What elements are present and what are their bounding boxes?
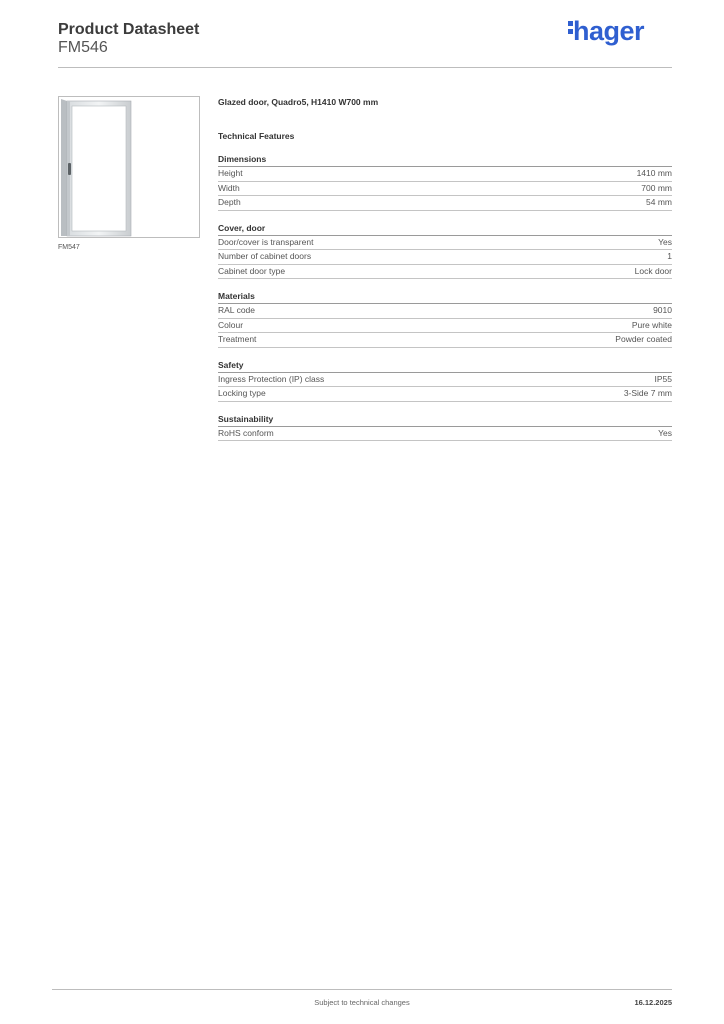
section-title: Materials xyxy=(218,290,672,304)
feature-value: IP55 xyxy=(654,373,672,384)
feature-value: Yes xyxy=(658,427,672,438)
feature-value: Powder coated xyxy=(615,334,672,344)
feature-label: Cabinet door type xyxy=(218,265,286,276)
feature-label: Height xyxy=(218,168,243,178)
feature-label: RAL code xyxy=(218,305,256,315)
feature-label: Locking type xyxy=(218,388,266,398)
feature-row xyxy=(218,265,672,280)
section-title: Sustainability xyxy=(218,413,672,427)
feature-label: Door/cover is transparent xyxy=(218,236,314,247)
image-caption: FM547 xyxy=(58,244,80,251)
feature-value: 1 xyxy=(667,251,672,261)
feature-value: Yes xyxy=(658,236,672,247)
product-title: Glazed door, Quadro5, H1410 W700 mm xyxy=(218,97,379,107)
feature-row xyxy=(218,319,672,334)
feature-label: Treatment xyxy=(218,334,257,344)
footer-divider xyxy=(52,989,672,990)
feature-value: 54 mm xyxy=(646,197,672,207)
section-dimensions xyxy=(218,153,672,211)
footer-date: 16.12.2025 xyxy=(634,998,672,1007)
feature-value: 3-Side 7 mm xyxy=(623,388,672,398)
feature-row xyxy=(218,236,672,251)
page-title: Product Datasheet xyxy=(58,21,200,38)
feature-value: 9010 xyxy=(653,305,672,315)
feature-row xyxy=(218,387,672,402)
logo-colon-icon xyxy=(568,18,573,37)
feature-label: Width xyxy=(218,182,240,193)
feature-value: 700 mm xyxy=(641,182,672,193)
feature-row xyxy=(218,196,672,211)
feature-row xyxy=(218,250,672,265)
feature-row xyxy=(218,304,672,319)
glazed-door-icon xyxy=(59,97,199,237)
section-sustainability xyxy=(218,413,672,442)
feature-value: Lock door xyxy=(634,265,672,276)
feature-label: Colour xyxy=(218,319,244,330)
section-title: Cover, door xyxy=(218,222,672,236)
feature-sections xyxy=(218,153,672,441)
feature-row xyxy=(218,427,672,442)
section-materials xyxy=(218,290,672,348)
technical-content xyxy=(218,96,672,441)
logo-text: hager xyxy=(573,16,645,46)
product-code: FM546 xyxy=(58,39,108,56)
feature-label: Ingress Protection (IP) class xyxy=(218,373,325,384)
footer-note: Subject to technical changes xyxy=(314,998,410,1007)
feature-value: Pure white xyxy=(631,319,672,330)
feature-value: 1410 mm xyxy=(636,168,672,178)
section-title: Safety xyxy=(218,359,672,373)
product-image xyxy=(58,96,200,238)
section-safety xyxy=(218,359,672,402)
hager-logo xyxy=(568,16,644,47)
feature-row xyxy=(218,333,672,348)
section-title: Dimensions xyxy=(218,153,672,167)
feature-row xyxy=(218,182,672,197)
feature-row xyxy=(218,373,672,388)
feature-label: RoHS conform xyxy=(218,427,274,438)
feature-label: Number of cabinet doors xyxy=(218,251,312,261)
feature-label: Depth xyxy=(218,197,241,207)
features-heading: Technical Features xyxy=(218,131,295,141)
header-divider xyxy=(58,67,672,68)
section-cover-door xyxy=(218,222,672,280)
feature-row xyxy=(218,167,672,182)
